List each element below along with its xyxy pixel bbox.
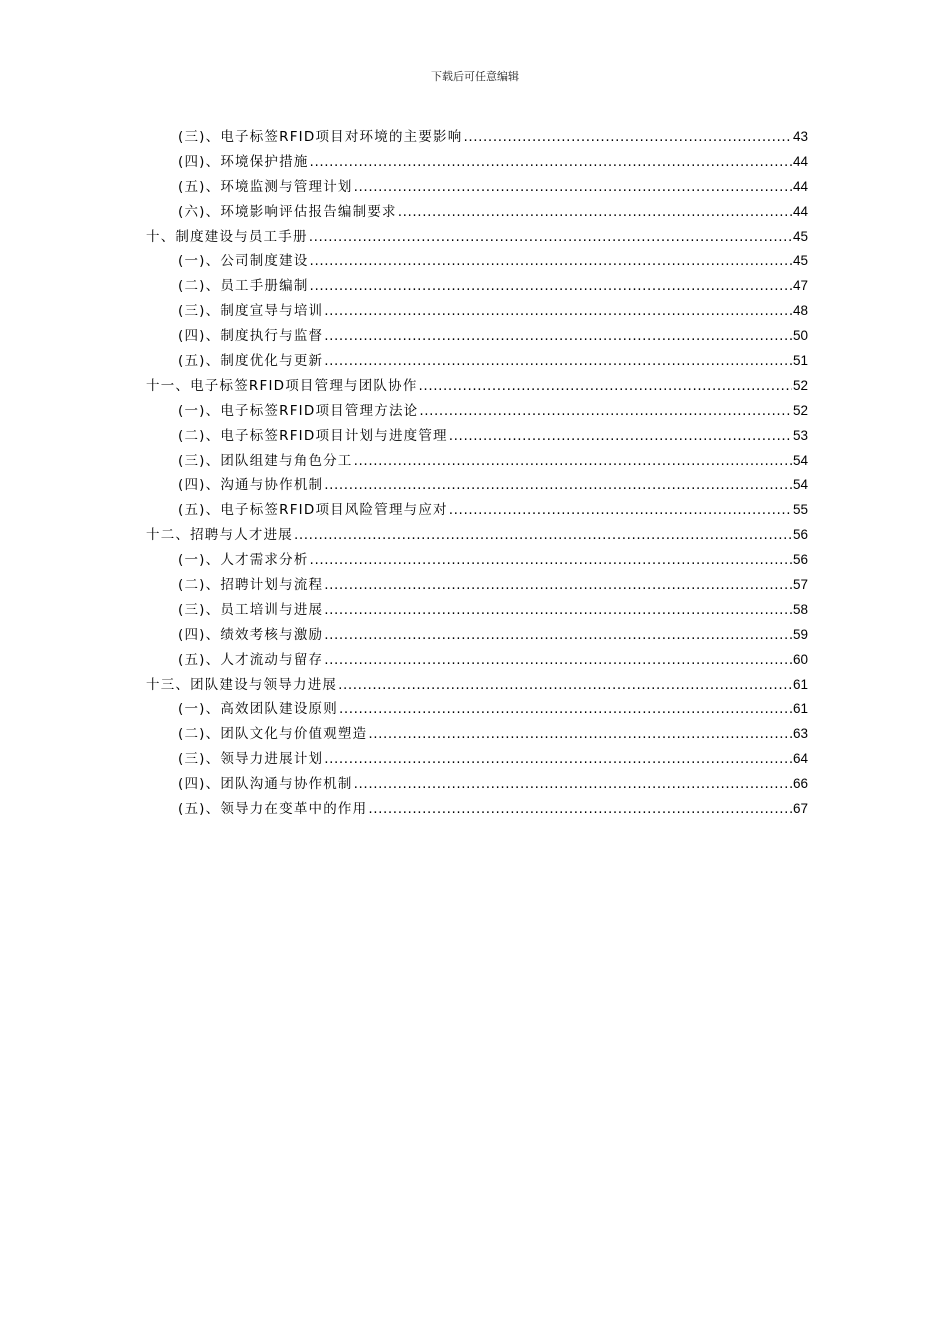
toc-section-entry[interactable] — [146, 399, 808, 424]
toc-chapter-entry[interactable] — [146, 673, 808, 698]
toc-dot-leader — [449, 424, 792, 449]
toc-entry-title: (三)、团队组建与角色分工 — [178, 452, 353, 469]
toc-dot-leader — [310, 150, 792, 175]
toc-dot-leader — [419, 399, 792, 424]
toc-section-entry[interactable] — [146, 274, 808, 299]
toc-entry-title: (三)、制度宣导与培训 — [178, 303, 324, 320]
toc-section-entry[interactable] — [146, 747, 808, 772]
toc-page-number: 61 — [792, 701, 808, 717]
toc-section-entry[interactable] — [146, 648, 808, 673]
toc-entry-title: (五)、环境监测与管理计划 — [178, 178, 353, 195]
toc-entry-title: (二)、电子标签RFID项目计划与进度管理 — [178, 427, 448, 444]
toc-section-entry[interactable] — [146, 299, 808, 324]
toc-section-entry[interactable] — [146, 772, 808, 797]
toc-dot-leader — [324, 648, 792, 673]
toc-entry-title: (一)、人才需求分析 — [178, 552, 309, 569]
toc-page-number: 45 — [792, 253, 808, 269]
toc-section-entry[interactable] — [146, 125, 808, 150]
toc-page-number: 44 — [792, 203, 808, 219]
toc-page-number: 56 — [792, 527, 808, 543]
toc-section-entry[interactable] — [146, 349, 808, 374]
toc-entry-title: 十三、团队建设与领导力进展 — [146, 676, 338, 693]
toc-section-entry[interactable] — [146, 797, 808, 822]
toc-section-entry[interactable] — [146, 697, 808, 722]
toc-dot-leader — [324, 598, 792, 623]
toc-entry-title: (四)、沟通与协作机制 — [178, 477, 324, 494]
toc-page-number: 51 — [792, 353, 808, 369]
toc-entry-title: (四)、制度执行与监督 — [178, 328, 324, 345]
toc-section-entry[interactable] — [146, 473, 808, 498]
toc-page-number: 54 — [792, 477, 808, 493]
toc-entry-title: (五)、电子标签RFID项目风险管理与应对 — [178, 502, 448, 519]
toc-page-number: 53 — [792, 427, 808, 443]
toc-dot-leader — [368, 722, 792, 747]
toc-chapter-entry[interactable] — [146, 523, 808, 548]
toc-dot-leader — [324, 473, 792, 498]
toc-dot-leader — [324, 324, 792, 349]
toc-dot-leader — [294, 523, 792, 548]
toc-entry-title: (三)、领导力进展计划 — [178, 751, 324, 768]
toc-section-entry[interactable] — [146, 548, 808, 573]
toc-section-entry[interactable] — [146, 175, 808, 200]
toc-page-number: 52 — [792, 377, 808, 393]
toc-section-entry[interactable] — [146, 722, 808, 747]
toc-entry-title: (五)、领导力在变革中的作用 — [178, 801, 368, 818]
toc-entry-title: (三)、电子标签RFID项目对环境的主要影响 — [178, 129, 463, 145]
toc-section-entry[interactable] — [146, 150, 808, 175]
toc-page-number: 59 — [792, 626, 808, 642]
toc-dot-leader — [449, 498, 792, 523]
toc-page-number: 55 — [792, 502, 808, 518]
toc-section-entry[interactable] — [146, 449, 808, 474]
toc-dot-leader — [324, 349, 792, 374]
toc-page-number: 43 — [792, 129, 808, 144]
toc-dot-leader — [339, 697, 792, 722]
toc-dot-leader — [310, 548, 792, 573]
page-header: 下载后可任意编辑 — [431, 70, 519, 83]
toc-dot-leader — [310, 274, 792, 299]
toc-section-entry[interactable] — [146, 598, 808, 623]
toc-page-number: 45 — [792, 228, 808, 244]
toc-page-number: 52 — [792, 402, 808, 418]
toc-entry-title: (二)、招聘计划与流程 — [178, 577, 324, 594]
toc-section-entry[interactable] — [146, 249, 808, 274]
toc-dot-leader — [324, 299, 792, 324]
toc-entry-title: (二)、团队文化与价值观塑造 — [178, 726, 368, 743]
toc-entry-title: (一)、高效团队建设原则 — [178, 701, 338, 718]
toc-dot-leader — [324, 623, 792, 648]
toc-entry-title: (四)、绩效考核与激励 — [178, 626, 324, 643]
toc-entry-title: (六)、环境影响评估报告编制要求 — [178, 203, 397, 220]
toc-dot-leader — [324, 747, 792, 772]
toc-dot-leader — [338, 673, 792, 698]
toc-section-entry[interactable] — [146, 424, 808, 449]
toc-page-number: 54 — [792, 452, 808, 468]
toc-page-number: 67 — [792, 801, 808, 817]
toc-page-number: 44 — [792, 153, 808, 169]
toc-dot-leader — [354, 772, 792, 797]
toc-page-number: 60 — [792, 651, 808, 667]
toc-page-number: 56 — [792, 552, 808, 568]
toc-dot-leader — [354, 175, 792, 200]
toc-dot-leader — [324, 573, 792, 598]
toc-section-entry[interactable] — [146, 573, 808, 598]
toc-entry-title: (一)、公司制度建设 — [178, 253, 309, 270]
toc-entry-title: (一)、电子标签RFID项目管理方法论 — [178, 402, 419, 419]
toc-page-number: 50 — [792, 328, 808, 344]
toc-entry-title: 十、制度建设与员工手册 — [146, 228, 308, 245]
toc-section-entry[interactable] — [146, 623, 808, 648]
toc-dot-leader — [419, 374, 792, 399]
toc-entry-title: (三)、员工培训与进展 — [178, 601, 324, 618]
toc-entry-title: 十一、电子标签RFID项目管理与团队协作 — [146, 377, 418, 394]
toc-section-entry[interactable] — [146, 200, 808, 225]
toc-page-number: 58 — [792, 601, 808, 617]
toc-dot-leader — [368, 797, 792, 822]
toc-page-number: 64 — [792, 751, 808, 767]
toc-chapter-entry[interactable] — [146, 374, 808, 399]
toc-page-number: 57 — [792, 577, 808, 593]
toc-entry-title: (五)、人才流动与留存 — [178, 651, 324, 668]
toc-dot-leader — [309, 225, 792, 250]
toc-section-entry[interactable] — [146, 324, 808, 349]
toc-page-number: 48 — [792, 303, 808, 319]
toc-page-number: 66 — [792, 776, 808, 792]
toc-dot-leader — [398, 200, 792, 225]
toc-dot-leader — [310, 249, 792, 274]
toc-dot-leader — [463, 125, 792, 150]
toc-chapter-entry[interactable] — [146, 225, 808, 250]
toc-entry-title: (二)、员工手册编制 — [178, 278, 309, 295]
toc-dot-leader — [354, 449, 792, 474]
toc-page-number: 47 — [792, 278, 808, 294]
toc-section-entry[interactable] — [146, 498, 808, 523]
toc-entry-title: (五)、制度优化与更新 — [178, 353, 324, 370]
toc-entry-title: (四)、环境保护措施 — [178, 153, 309, 170]
table-of-contents — [146, 125, 808, 822]
toc-page-number: 63 — [792, 726, 808, 742]
toc-page-number: 44 — [792, 178, 808, 194]
toc-entry-title: (四)、团队沟通与协作机制 — [178, 776, 353, 793]
toc-page-number: 61 — [792, 676, 808, 692]
toc-entry-title: 十二、招聘与人才进展 — [146, 527, 293, 544]
